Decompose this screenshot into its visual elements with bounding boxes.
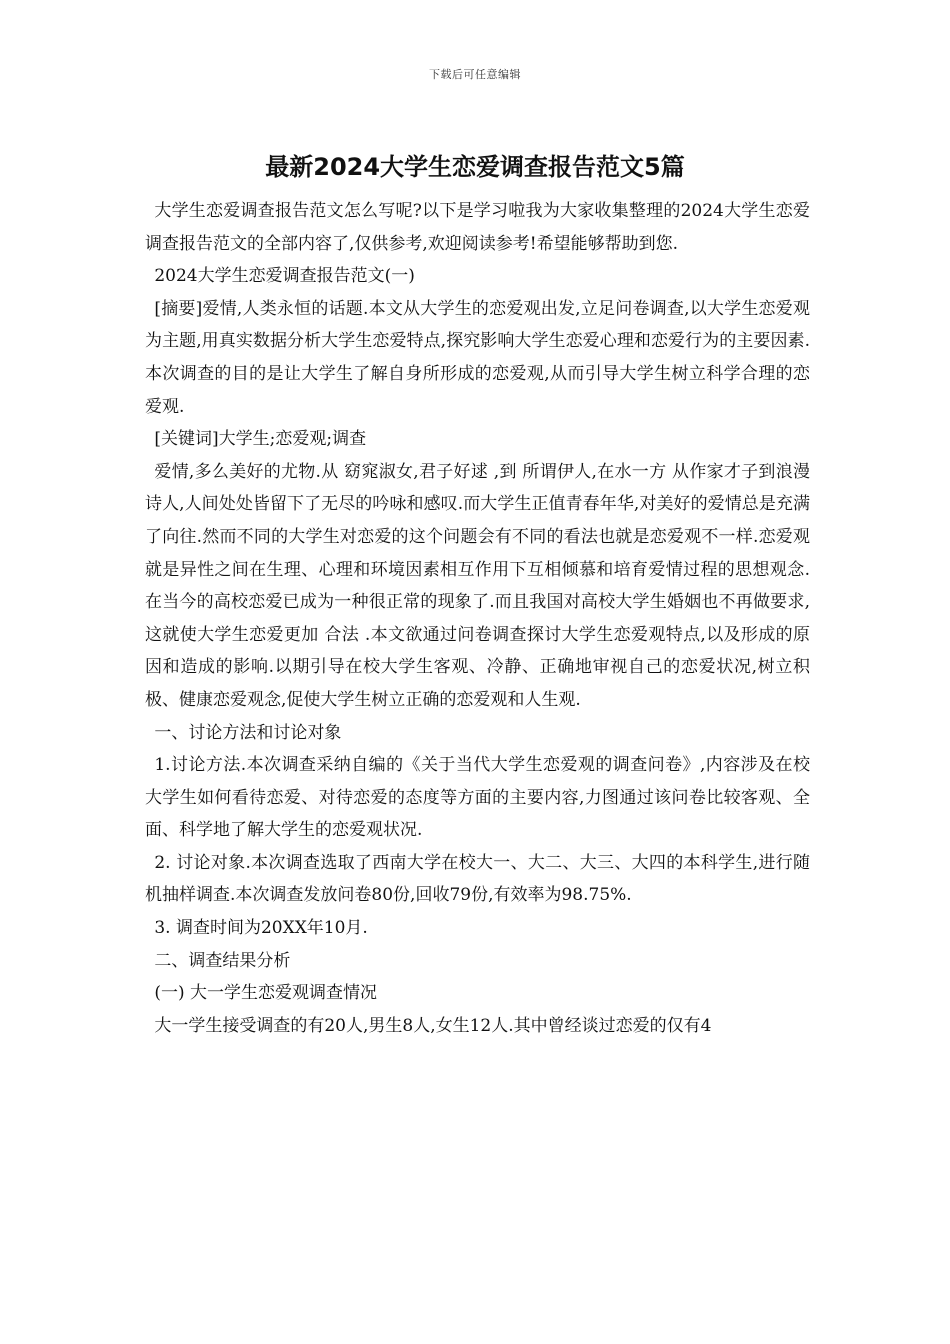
section-heading: 二、调查结果分析 [154, 950, 291, 971]
paragraph: [关键词]大学生;恋爱观;调查 [154, 429, 367, 450]
paragraph: 3. 调查时间为20XX年10月. [154, 918, 368, 939]
section-heading: 一、讨论方法和讨论对象 [154, 722, 342, 743]
document-title: 最新2024大学生恋爱调查报告范文5篇 [265, 153, 685, 181]
paragraph: 2024大学生恋爱调查报告范文(一) [154, 266, 415, 287]
document-body [145, 195, 810, 1042]
paragraph: 大学生恋爱调查报告范文怎么写呢?以下是学习啦我为大家收集整理的2024大学生恋爱调查报告范文的全部内容了,仅供参考,欢迎阅读参考!希望能够帮助到您. [145, 201, 810, 254]
paragraph: 1.讨论方法.本次调查采纳自编的《关于当代大学生恋爱观的调查问卷》,内容涉及在校大学生如何看待恋爱、对待恋爱的态度等方面的主要内容,力图通过该问卷比较客观、全面、科学地了解大学生的恋爱观状况. [145, 755, 810, 841]
subsection-heading: (一) 大一学生恋爱观调查情况 [154, 983, 378, 1004]
page-header-note: 下载后可任意编辑 [429, 68, 521, 81]
paragraph: 2. 讨论对象.本次调查选取了西南大学在校大一、大二、大三、大四的本科学生,进行随机抽样调查.本次调查发放问卷80份,回收79份,有效率为98.75%. [145, 852, 810, 906]
paragraph: 大一学生接受调查的有20人,男生8人,女生12人.其中曾经谈过恋爱的仅有4 [154, 1015, 712, 1036]
paragraph: 爱情,多么美好的尤物.从 窈窕淑女,君子好逑 ,到 所谓伊人,在水一方 从作家才子到浪漫诗人,人间处处皆留下了无尽的吟咏和感叹.而大学生正值青春年华,对美好的爱情总是充满了向往.然而不同的大学生对恋爱的这个问题会有不同的看法也就是恋爱观不一样.恋爱观就是异性之间在生理、心理和环境因素相互作用下互相倾慕和培育爱情过程的思想观念.在当今的高校恋爱已成为一种很正常的现象了.而且我国对高校大学生婚姻也不再做要求,这就使大学生恋爱更加 合法 .本文欲通过问卷调查探讨大学生恋爱观特点,以及形成的原因和造成的影响.以期引导在校大学生客观、冷静、正确地审视自己的恋爱状况,树立积极、健康恋爱观念,促使大学生树立正确的恋爱观和人生观. [145, 461, 810, 710]
paragraph: [摘要]爱情,人类永恒的话题.本文从大学生的恋爱观出发,立足问卷调查,以大学生恋爱观为主题,用真实数据分析大学生恋爱特点,探究影响大学生恋爱心理和恋爱行为的主要因素.本次调查的目的是让大学生了解自身所形成的恋爱观,从而引导大学生树立科学合理的恋爱观. [145, 298, 810, 417]
